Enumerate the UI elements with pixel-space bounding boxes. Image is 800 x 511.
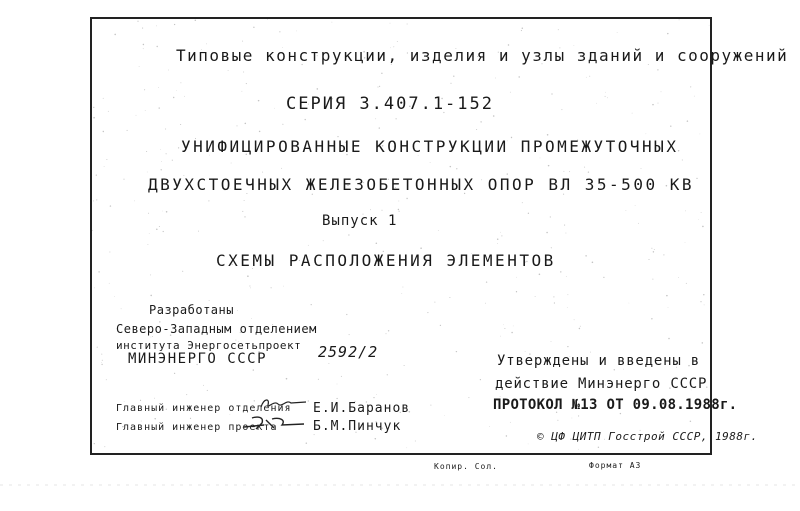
- issue-number: Выпуск 1: [322, 213, 398, 229]
- developed-by-line-4: МИНЭНЕРГО СССР: [128, 351, 268, 367]
- copyright-notice: © ЦФ ЦИТП Госстрой СССР, 1988г.: [537, 430, 758, 443]
- header-text: Типовые конструкции, изделия и узлы зданий и сооружений: [176, 46, 789, 65]
- signature-role-1: Главный инженер отделения: [116, 403, 292, 414]
- signature-mark-2: [242, 414, 308, 432]
- format-mark: Формат А3: [589, 461, 642, 470]
- approved-line-1: Утверждены и введены в: [497, 353, 701, 369]
- signature-mark-1: [258, 396, 310, 412]
- series-number: СЕРИЯ 3.407.1-152: [286, 94, 494, 114]
- signature-role-2: Главный инженер проекта: [116, 422, 278, 433]
- approved-line-2: действие Минэнерго СССР: [495, 376, 708, 392]
- document-name-line-1: УНИФИЦИРОВАННЫЕ КОНСТРУКЦИИ ПРОМЕЖУТОЧНЫХ: [181, 137, 679, 156]
- signature-name-2: Б.М.Пинчук: [313, 419, 402, 434]
- document-subject: СХЕМЫ РАСПОЛОЖЕНИЯ ЭЛЕМЕНТОВ: [216, 251, 556, 270]
- developed-by-line-2: Северо-Западным отделением: [116, 322, 317, 336]
- approved-line-3: ПРОТОКОЛ №13 ОТ 09.08.1988г.: [493, 397, 738, 413]
- document-code: 2592/2: [318, 343, 379, 361]
- signature-name-1: Е.И.Баранов: [313, 401, 411, 416]
- developed-by-line-1: Разработаны: [149, 303, 234, 317]
- document-name-line-2: ДВУХСТОЕЧНЫХ ЖЕЛЕЗОБЕТОННЫХ ОПОР ВЛ 35-500 КВ: [148, 175, 694, 194]
- copy-mark: Копир. Сол.: [434, 462, 498, 471]
- developed-by-line-3: института Энергосетьпроект: [116, 339, 302, 352]
